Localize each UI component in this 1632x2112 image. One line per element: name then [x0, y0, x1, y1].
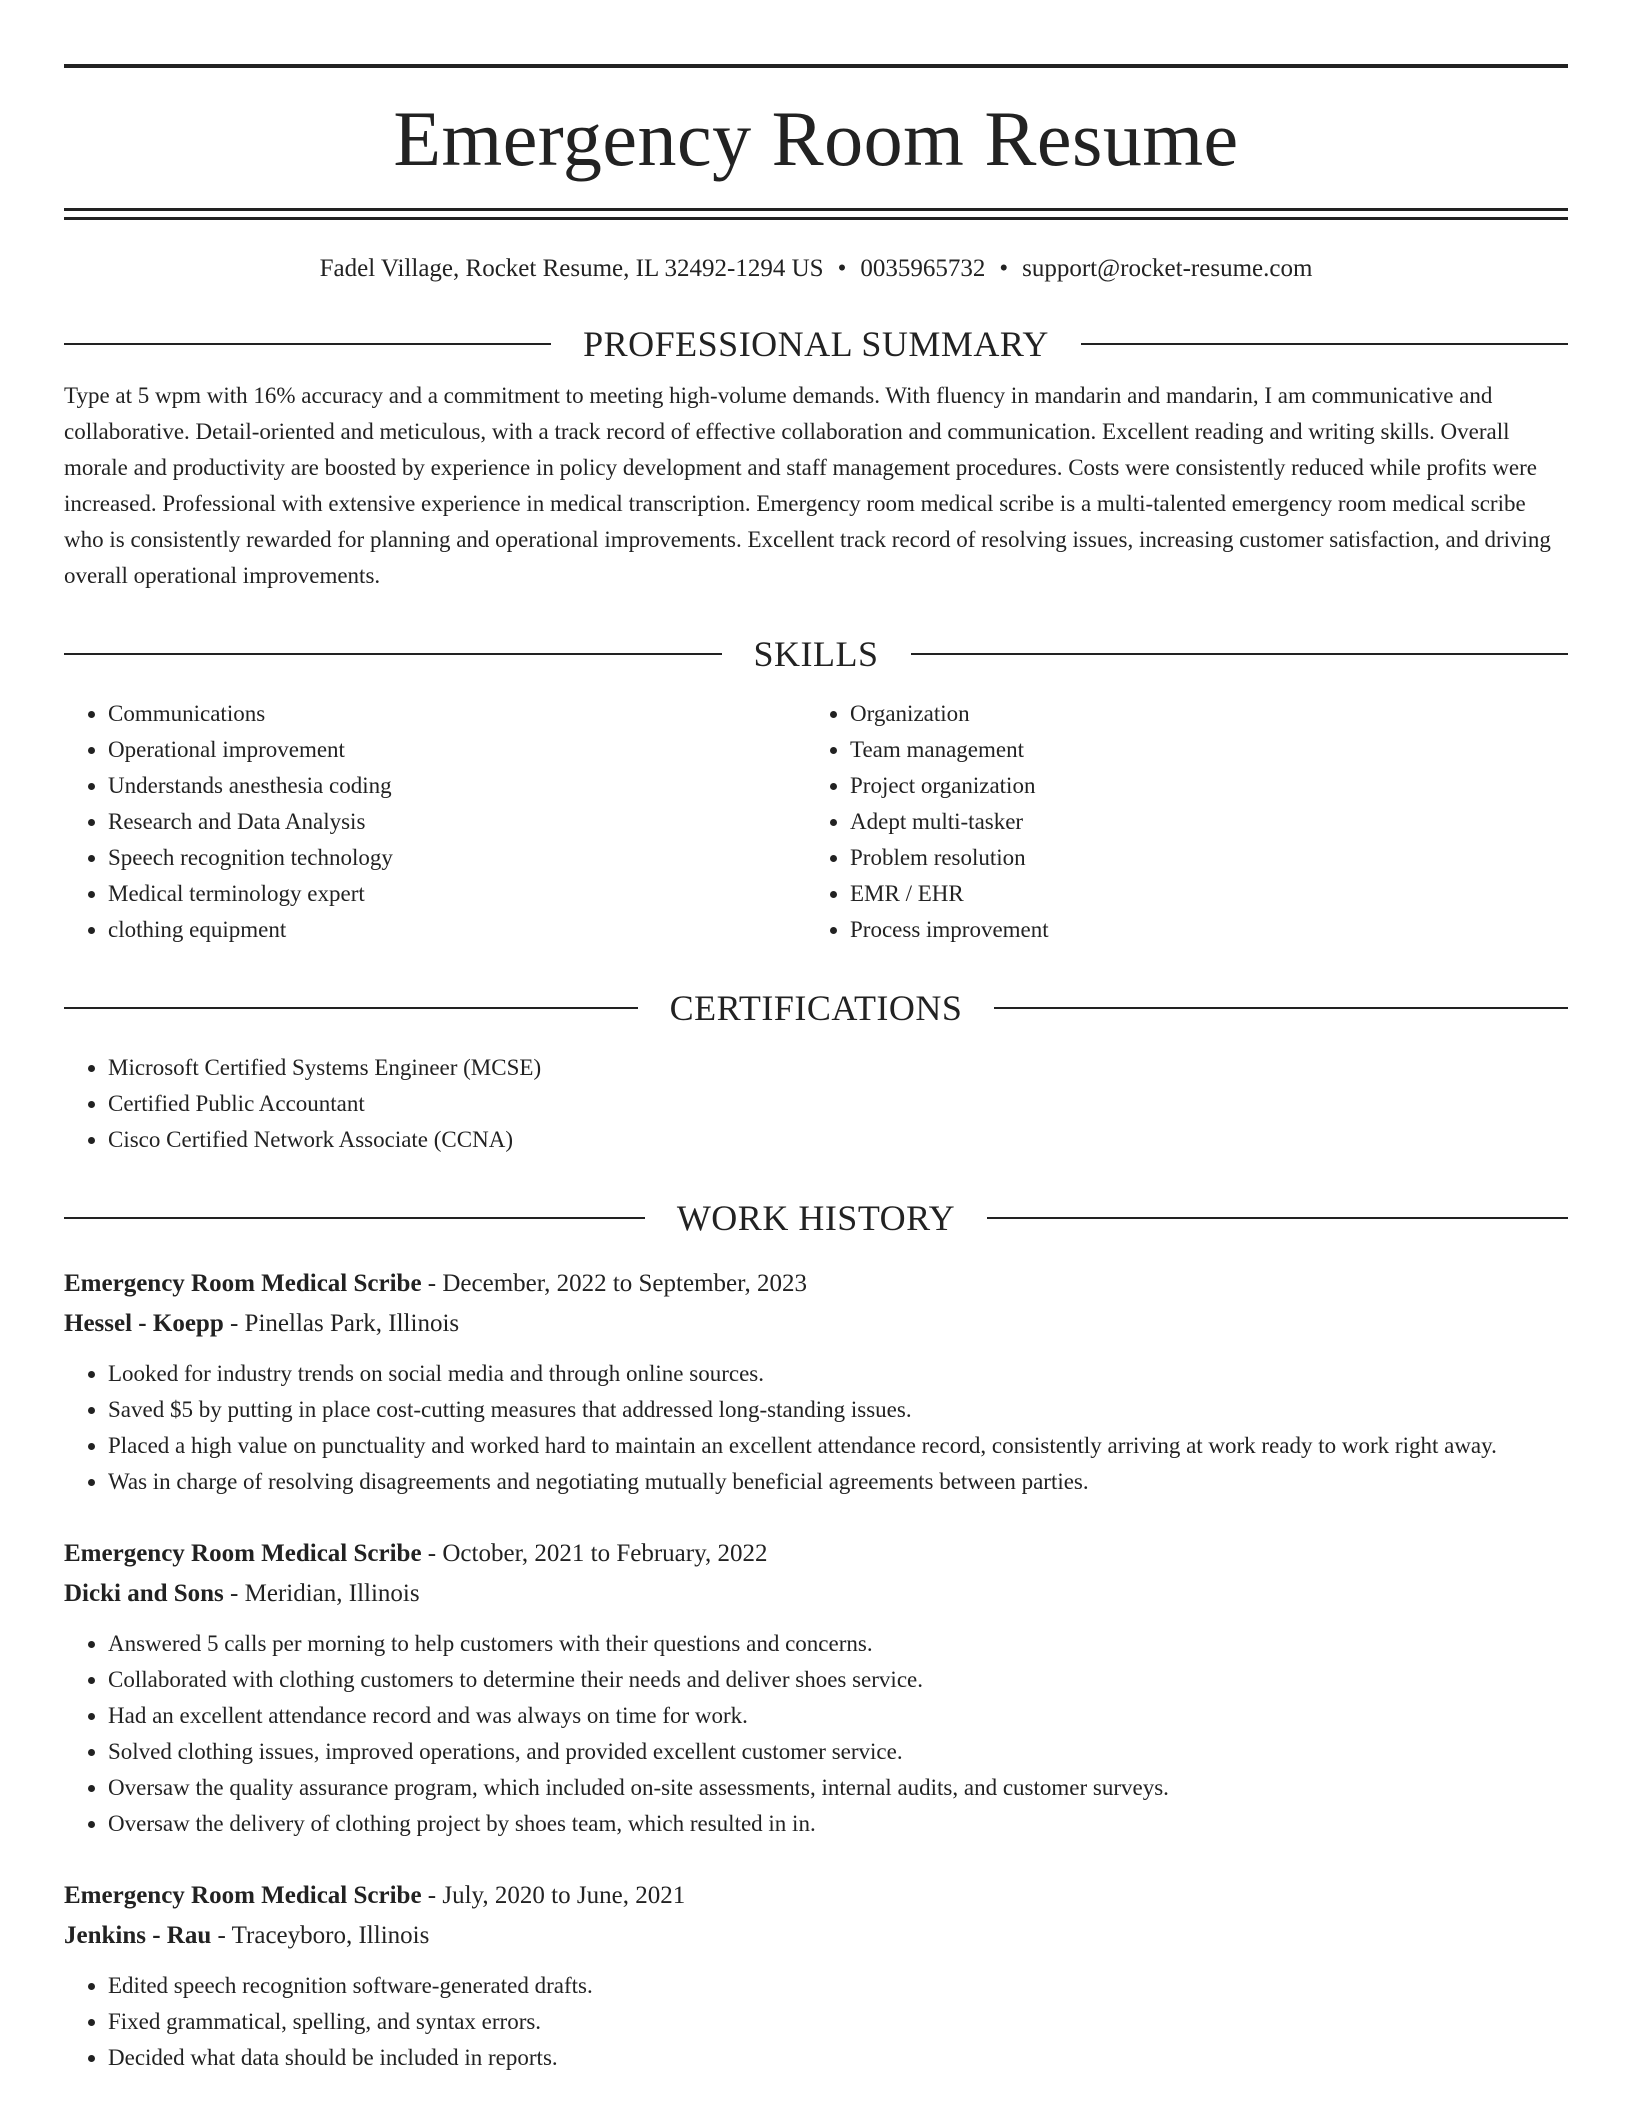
list-item: • Cisco Certified Network Associate (CCNA) — [108, 1122, 1568, 1158]
contact-line — [64, 254, 1568, 284]
job-entry — [64, 1876, 1568, 2076]
list-item: • Project organization — [850, 768, 1548, 804]
work-heading — [64, 1198, 1568, 1238]
job-title-line: Emergency Room Medical Scribe - October, 2021 to February, 2022 — [64, 1540, 768, 1567]
contact-separator: • — [999, 255, 1009, 282]
list-item: • Oversaw the quality assurance program, which included on-site assessments, internal audits, and customer surveys. — [108, 1770, 1568, 1806]
contact-phone: 0035965732 — [860, 255, 986, 282]
certifications-heading — [64, 988, 1568, 1028]
list-item: • Organization — [850, 696, 1548, 732]
list-item: • Communications — [108, 696, 806, 732]
list-item: • EMR / EHR — [850, 876, 1548, 912]
heading-rule — [64, 653, 722, 655]
heading-rule — [994, 1007, 1568, 1009]
job-dates: October, 2021 to February, 2022 — [442, 1540, 768, 1567]
skills-column-left — [64, 696, 806, 948]
top-rule — [64, 64, 1568, 68]
job-location: Pinellas Park, Illinois — [244, 1310, 460, 1337]
list-item: • Team management — [850, 732, 1548, 768]
summary-title: PROFESSIONAL SUMMARY — [583, 324, 1049, 364]
job-dates: December, 2022 to September, 2023 — [442, 1270, 807, 1297]
heading-rule — [987, 1217, 1568, 1219]
heading-rule — [64, 1007, 638, 1009]
summary-heading — [64, 324, 1568, 364]
job-title-line: Emergency Room Medical Scribe - July, 2020 to June, 2021 — [64, 1882, 686, 1909]
summary-text: Type at 5 wpm with 16% accuracy and a commitment to meeting high-volume demands. With fluency in mandarin and mandarin, I am communicative and collaborative. Detail-oriented and meticulous, with a track record of effective collaboration and communication. Excellent reading and writing skills. Overall morale and productivity are boosted by experience in policy development and staff management procedures. Costs were consistently reduced while profits were increased. Professional with extensive experience in medical transcription. Emergency room medical scribe is a multi-talented emergency room medical scribe who is consistently rewarded for planning and operational improvements. Excellent track record of resolving issues, increasing customer satisfaction, and driving overall operational improvements. — [64, 383, 1551, 588]
job-entry — [64, 1534, 1568, 1842]
title-double-rule — [64, 208, 1568, 220]
skills-title: SKILLS — [753, 634, 879, 674]
resume-title: Emergency Room Resume — [393, 95, 1239, 182]
list-item: • Operational improvement — [108, 732, 806, 768]
skills-list — [64, 696, 1568, 948]
list-item: • Speech recognition technology — [108, 840, 806, 876]
list-item: • Placed a high value on punctuality and worked hard to maintain an excellent attendance record, consistently arriving at work ready to work right away. — [108, 1428, 1568, 1464]
skills-right-list — [806, 696, 1548, 948]
job-company: Jenkins - Rau — [64, 1922, 212, 1949]
job-dates: July, 2020 to June, 2021 — [442, 1882, 686, 1909]
job-role: Emergency Room Medical Scribe — [64, 1540, 422, 1567]
skills-left-list — [64, 696, 806, 948]
work-history-list — [64, 1264, 1568, 2076]
list-item: • Edited speech recognition software-generated drafts. — [108, 1968, 1568, 2004]
job-bullets — [64, 1356, 1568, 1500]
list-item: • Research and Data Analysis — [108, 804, 806, 840]
heading-rule — [1081, 343, 1568, 345]
list-item: • Saved $5 by putting in place cost-cutting measures that addressed long-standing issues. — [108, 1392, 1568, 1428]
job-bullets — [64, 1626, 1568, 1842]
contact-email: support@rocket-resume.com — [1022, 255, 1313, 282]
job-company: Dicki and Sons — [64, 1580, 224, 1607]
list-item: • Microsoft Certified Systems Engineer (MCSE) — [108, 1050, 1568, 1086]
resume-page — [64, 64, 1568, 2076]
list-item: • Solved clothing issues, improved operations, and provided excellent customer service. — [108, 1734, 1568, 1770]
job-bullets — [64, 1968, 1568, 2076]
job-location: Meridian, Illinois — [244, 1580, 420, 1607]
job-company-line: Jenkins - Rau - Traceyboro, Illinois — [64, 1922, 430, 1949]
heading-rule — [64, 343, 551, 345]
list-item: • Oversaw the delivery of clothing project by shoes team, which resulted in in. — [108, 1806, 1568, 1842]
list-item: • clothing equipment — [108, 912, 806, 948]
work-title: WORK HISTORY — [676, 1198, 956, 1238]
contact-address: Fadel Village, Rocket Resume, IL 32492-1294 US — [319, 255, 824, 282]
skills-column-right — [806, 696, 1548, 948]
list-item: • Problem resolution — [850, 840, 1548, 876]
list-item: • Collaborated with clothing customers to determine their needs and deliver shoes service. — [108, 1662, 1568, 1698]
heading-rule — [911, 653, 1569, 655]
job-role: Emergency Room Medical Scribe — [64, 1882, 422, 1909]
job-company-line: Dicki and Sons - Meridian, Illinois — [64, 1580, 420, 1607]
certifications-title: CERTIFICATIONS — [669, 988, 963, 1028]
list-item: • Decided what data should be included in reports. — [108, 2040, 1568, 2076]
skills-heading — [64, 634, 1568, 674]
list-item: • Fixed grammatical, spelling, and syntax errors. — [108, 2004, 1568, 2040]
list-item: • Process improvement — [850, 912, 1548, 948]
list-item: • Medical terminology expert — [108, 876, 806, 912]
list-item: • Understands anesthesia coding — [108, 768, 806, 804]
contact-separator: • — [837, 255, 847, 282]
certifications-list — [64, 1050, 1568, 1158]
job-company: Hessel - Koepp — [64, 1310, 224, 1337]
job-entry — [64, 1264, 1568, 1500]
job-location: Traceyboro, Illinois — [231, 1922, 430, 1949]
list-item: • Adept multi-tasker — [850, 804, 1548, 840]
list-item: • Certified Public Accountant — [108, 1086, 1568, 1122]
list-item: • Was in charge of resolving disagreements and negotiating mutually beneficial agreements between parties. — [108, 1464, 1568, 1500]
job-company-line: Hessel - Koepp - Pinellas Park, Illinois — [64, 1310, 460, 1337]
list-item: • Answered 5 calls per morning to help customers with their questions and concerns. — [108, 1626, 1568, 1662]
list-item: • Looked for industry trends on social media and through online sources. — [108, 1356, 1568, 1392]
job-title-line: Emergency Room Medical Scribe - December, 2022 to September, 2023 — [64, 1270, 807, 1297]
job-role: Emergency Room Medical Scribe — [64, 1270, 422, 1297]
heading-rule — [64, 1217, 645, 1219]
list-item: • Had an excellent attendance record and was always on time for work. — [108, 1698, 1568, 1734]
